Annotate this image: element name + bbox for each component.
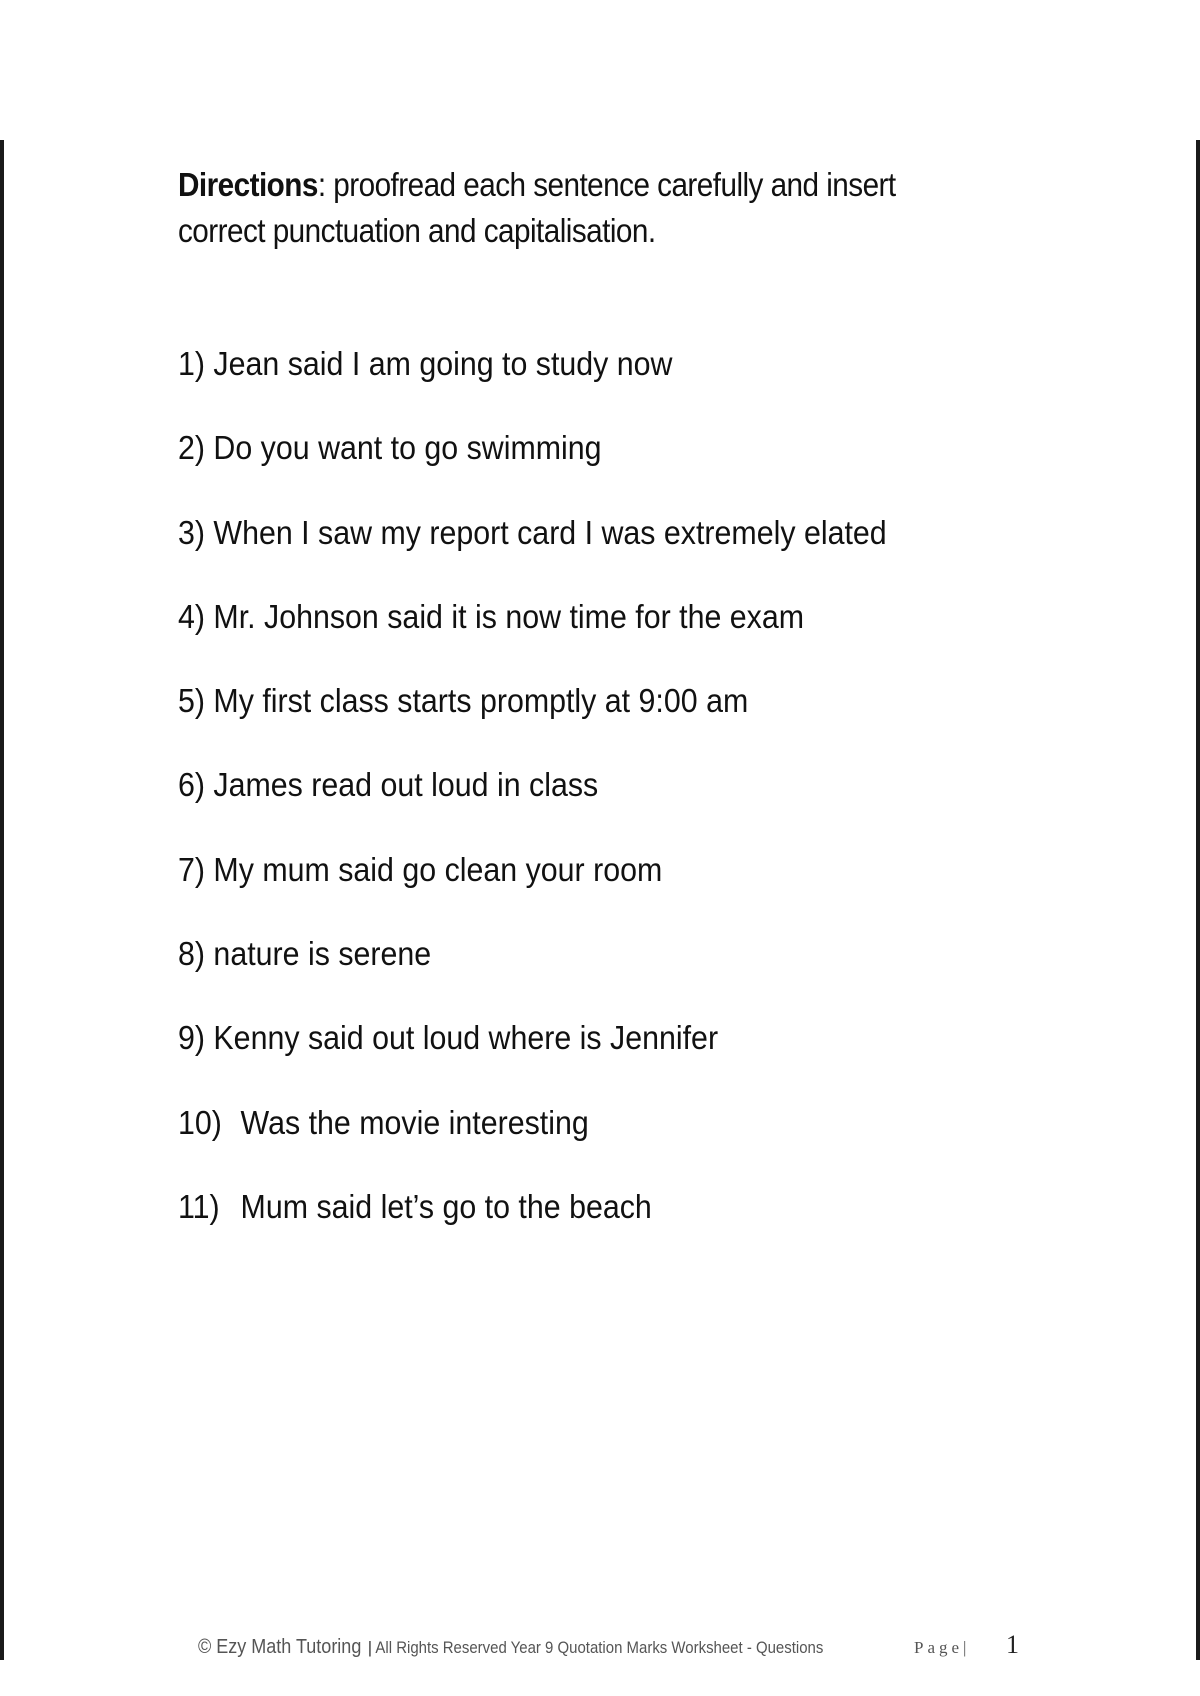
question-text: Do you want to go swimming bbox=[213, 429, 602, 467]
directions-paragraph bbox=[178, 162, 916, 254]
directions-label: Directions bbox=[178, 166, 318, 203]
question-number: 11) bbox=[178, 1187, 220, 1225]
question-6 bbox=[178, 761, 887, 845]
question-1 bbox=[178, 340, 887, 424]
footer-separator: | bbox=[368, 1638, 372, 1657]
question-text: My mum said go clean your room bbox=[213, 850, 663, 888]
question-text: James read out loud in class bbox=[213, 766, 599, 804]
footer-page-word: Page bbox=[914, 1638, 964, 1657]
footer-rights bbox=[368, 1638, 823, 1658]
question-number: 2) bbox=[178, 429, 205, 467]
question-text: Kenny said out loud where is Jennifer bbox=[213, 1019, 719, 1057]
footer-page-separator: | bbox=[963, 1638, 971, 1657]
footer-rights-text: All Rights Reserved Year 9 Quotation Marks Worksheet - Questions bbox=[375, 1638, 824, 1657]
question-8 bbox=[178, 930, 887, 1014]
question-text: Mum said let’s go to the beach bbox=[240, 1187, 652, 1225]
question-text: nature is serene bbox=[213, 935, 432, 973]
question-9 bbox=[178, 1014, 887, 1098]
question-text: Was the movie interesting bbox=[240, 1103, 589, 1141]
question-number: 3) bbox=[178, 513, 205, 551]
question-5 bbox=[178, 677, 887, 761]
question-7 bbox=[178, 846, 887, 930]
footer-page-number: 1 bbox=[1006, 1630, 1019, 1659]
question-number: 8) bbox=[178, 935, 205, 973]
footer-page-label bbox=[914, 1638, 970, 1658]
question-10 bbox=[178, 1099, 887, 1183]
question-number: 9) bbox=[178, 1019, 205, 1057]
question-number: 4) bbox=[178, 597, 205, 635]
question-number: 6) bbox=[178, 766, 205, 804]
question-number: 7) bbox=[178, 850, 205, 888]
footer-copyright: © Ezy Math Tutoring bbox=[198, 1636, 362, 1658]
question-4 bbox=[178, 593, 887, 677]
question-text: Jean said I am going to study now bbox=[213, 345, 673, 382]
question-3 bbox=[178, 509, 887, 593]
question-number: 10) bbox=[178, 1103, 222, 1141]
question-2 bbox=[178, 424, 887, 508]
question-11 bbox=[178, 1183, 887, 1267]
page-border-left bbox=[0, 140, 4, 1660]
directions-text: : proofread each sentence carefully and insert correct punctuation and capitalisation. bbox=[178, 166, 896, 249]
question-number: 5) bbox=[178, 682, 205, 720]
question-text: My first class starts promptly at 9:00 am bbox=[213, 682, 749, 720]
question-text: Mr. Johnson said it is now time for the exam bbox=[213, 597, 805, 635]
question-list bbox=[178, 340, 948, 1267]
page-border-right bbox=[1196, 140, 1200, 1660]
question-number: 1) bbox=[178, 345, 205, 382]
question-text: When I saw my report card I was extremely elated bbox=[213, 513, 887, 551]
page-footer bbox=[198, 1630, 1058, 1670]
